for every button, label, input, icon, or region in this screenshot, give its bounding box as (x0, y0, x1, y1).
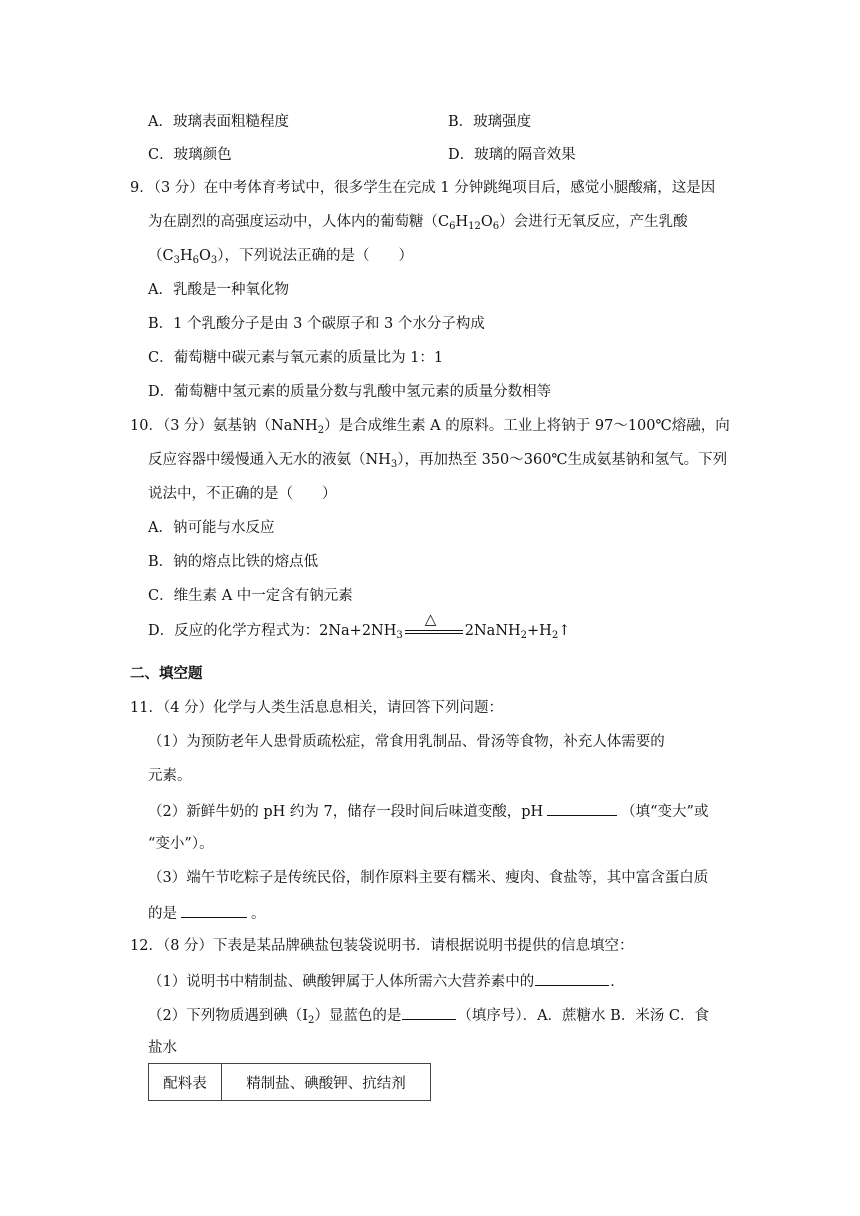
q8-option-b: B．玻璃强度 (448, 114, 532, 130)
q9-stem-line1: 9．（3 分）在中考体育考试中，很多学生在完成 1 分钟跳绳项目后，感觉小腿酸痛，这是因 (130, 180, 716, 196)
q11-part1-line1: （1）为预防老年人患骨质疏松症，常食用乳制品、骨汤等食物，补充人体需要的 (148, 734, 665, 750)
q9-option-d: D．葡萄糖中氢元素的质量分数与乳酸中氢元素的质量分数相等 (148, 384, 552, 400)
table-value-cell: 精制盐、碘酸钾、抗结剂 (222, 1064, 431, 1101)
q12-stem: 12．（8 分）下表是某品牌碘盐包装袋说明书．请根据说明书提供的信息填空： (130, 938, 634, 954)
answer-blank[interactable] (181, 902, 247, 918)
q10-option-c: C．维生素 A 中一定含有钠元素 (148, 588, 353, 604)
q9-stem-line3: $(C_3H_6O_3)$，下列说法正确的是（ ） (148, 248, 414, 266)
heat-triangle-icon: △ (424, 610, 437, 628)
q12-part2-line1: （2）下列物质遇到碘$(I_2)$显蓝色的是 （填序号）．A．蔗糖水 B．米汤 C．食 (148, 1004, 709, 1026)
q9-option-a: A．乳酸是一种氧化物 (148, 282, 289, 298)
q9-option-b: B．1 个乳酸分子是由 3 个碳原子和 3 个水分子构成 (148, 316, 485, 332)
q10-option-b: B．钠的熔点比铁的熔点低 (148, 554, 319, 570)
q11-part2-line2: “变小”）。 (148, 836, 214, 852)
q12-part2-line2: 盐水 (148, 1040, 177, 1056)
reaction-heat-arrow (403, 610, 465, 641)
answer-blank[interactable] (547, 800, 617, 816)
answer-blank[interactable] (402, 1004, 456, 1020)
q11-part2-line1: （2）新鲜牛奶的 pH 约为 7，储存一段时间后味道变酸，pH （填“变大”或 (148, 800, 708, 822)
answer-blank[interactable] (535, 970, 609, 986)
q9-stem-line2: 为在剧烈的高强度运动中，人体内的葡萄糖$(C_6H_{12}O_6)$会进行无氧反应，产生乳酸 (148, 214, 688, 232)
q11-part3-line2: 的是 。 (148, 902, 266, 924)
q11-part1-line2: 元素。 (148, 768, 192, 784)
q10-stem-line1: 10．（3 分）氨基钠（NaNH$_2$）是合成维生素 A 的原料。工业上将钠于 97～100℃熔融，向 (130, 418, 730, 436)
q10-option-d: D．反应的化学方程式为：$2Na+2NH_3$ △ $2NaNH_2+H_2↑$ (148, 610, 571, 641)
q9-option-c: C．葡萄糖中碳元素与氧元素的质量比为 1：1 (148, 350, 444, 366)
q12-part1: （1）说明书中精制盐、碘酸钾属于人体所需六大营养素中的 ． (148, 970, 625, 992)
ingredient-table (148, 1063, 431, 1101)
q11-stem: 11．（4 分）化学与人类生活息息相关，请回答下列问题： (130, 700, 504, 716)
table-row (149, 1064, 431, 1101)
table-key-cell: 配料表 (149, 1064, 222, 1101)
q11-part3-line1: （3）端午节吃粽子是传统民俗，制作原料主要有糯米、瘦肉、食盐等，其中富含蛋白质 (148, 870, 709, 886)
q8-option-a: A．玻璃表面粗糙程度 (148, 114, 289, 130)
q10-stem-line3: 说法中，不正确的是（ ） (148, 486, 337, 502)
q10-stem-line2: 反应容器中缓慢通入无水的液氨$(NH_3)$，再加热至 350～360℃生成氨基钠和氢气。下列 (148, 452, 728, 470)
q8-option-d: D．玻璃的隔音效果 (448, 147, 576, 163)
q8-option-c: C．玻璃颜色 (148, 147, 232, 163)
section-heading-fill-in: 二、填空题 (130, 665, 203, 682)
q10-option-a: A．钠可能与水反应 (148, 520, 275, 536)
